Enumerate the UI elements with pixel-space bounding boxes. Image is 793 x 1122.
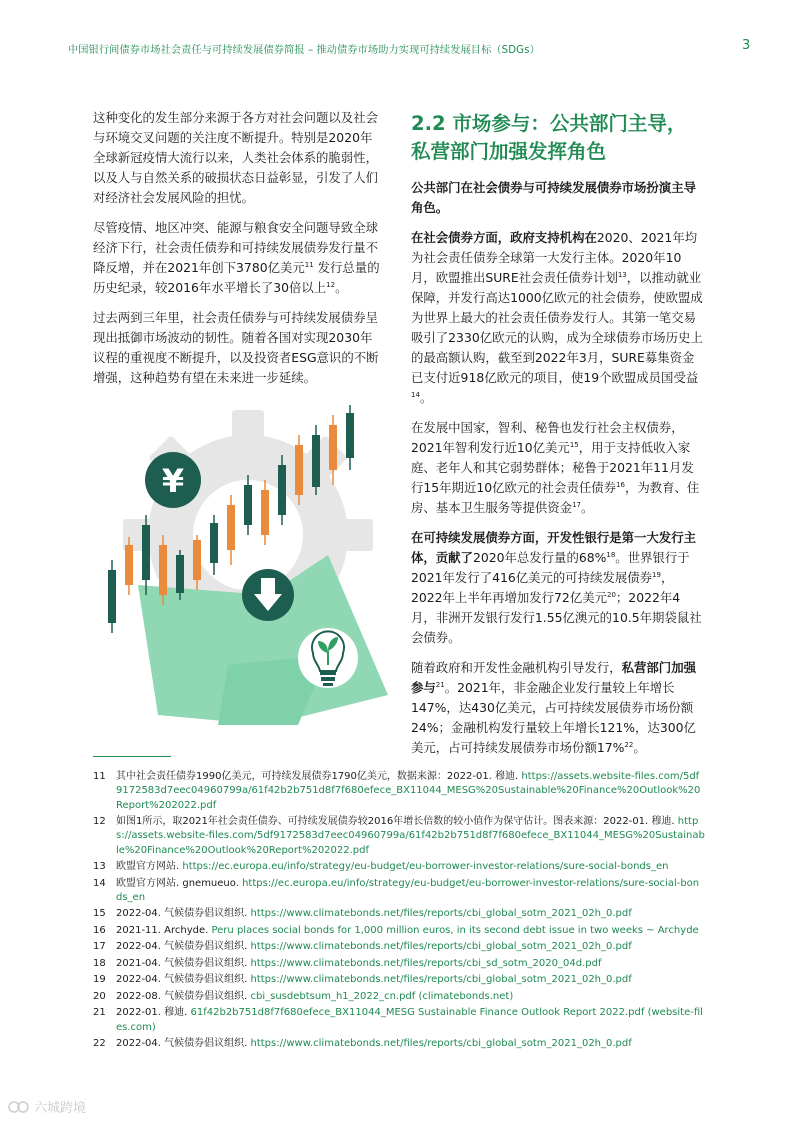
footnote-ref-13[interactable]: 13 bbox=[617, 271, 627, 279]
footnote-14: 14 欧盟官方网站. gnemueuo. https://ec.europa.eu/info/strategy/eu-budget/eu-borrower-investor-relations/sure-social-bonds_en bbox=[93, 877, 700, 903]
left-paragraph-1: 这种变化的发生部分来源于各方对社会问题以及社会与环境交叉问题的关注度不断提升。特别是2020年全球新冠疫情大流行以来，人类社会体系的脆弱性，以及人与自然关系的破损状态日益彰显，引发了人们对经济社会发展风险的担忧。 bbox=[93, 110, 378, 205]
footnote-link[interactable]: https://assets.website-files.com/5df9172583d7eec04960799a/61f42b2b751d8f7f680efece_BX11044_MESG%20Sustainable%20Finance%20Outlook%20Report%202022.pdf bbox=[116, 816, 705, 856]
footnote-link[interactable]: https://www.climatebonds.net/files/reports/cbi_global_sotm_2021_02h_0.pdf bbox=[250, 974, 632, 986]
footnote-divider bbox=[93, 756, 171, 757]
left-column bbox=[93, 108, 383, 398]
left-paragraph-2: 尽管疫情、地区冲突、能源与粮食安全问题导致全球经济下行，社会责任债券和可持续发展债券发行量不降反增，并在2021年创下3780亿美元$^{11}$ 发行总量的历史纪录，较2016年水平增长了30倍以上$^{12}$。 bbox=[93, 220, 380, 295]
footnote-link[interactable]: https://ec.europa.eu/info/strategy/eu-budget/eu-borrower-investor-relations/sure-social-bonds_en bbox=[182, 861, 669, 873]
footnote-22: 22 2022-04. 气候债券倡议组织. https://www.climatebonds.net/files/reports/cbi_global_sotm_2021_02h_0.pdf bbox=[93, 1038, 632, 1050]
watermark bbox=[8, 1097, 86, 1116]
footnote-link[interactable]: cbi_susdebtsum_h1_2022_cn.pdf (climatebonds.net) bbox=[250, 990, 514, 1002]
footnote-ref-19[interactable]: 19 bbox=[652, 571, 661, 579]
page-number: 3 bbox=[742, 38, 751, 53]
running-header: 中国银行间债券市场社会责任与可持续发展债券简报 – 推动债券市场助力实现可持续发展目标（SDGs） bbox=[68, 45, 540, 56]
footnote-ref-16[interactable]: 16 bbox=[616, 481, 625, 489]
down-arrow-icon bbox=[242, 569, 294, 621]
footnote-ref-11[interactable]: 11 bbox=[304, 261, 314, 269]
right-paragraph-4: 随着政府和开发性金融机构引导发行，私营部门加强参与$^{21}$。2021年，非金融企业发行量较上年增长147%，达430亿美元，占可持续发展债券市场份额24%；金融机构发行量较上年增长121%，达300亿美元，占可持续发展债券市场份额17%$^{22}$。 bbox=[411, 660, 696, 755]
footnote-ref-14[interactable]: 14 bbox=[411, 391, 420, 399]
footnote-15: 15 2022-04. 气候债券倡议组织. https://www.climatebonds.net/files/reports/cbi_global_sotm_2021_02h_0.pdf bbox=[93, 908, 632, 920]
footnote-ref-20[interactable]: 20 bbox=[607, 591, 616, 599]
footnote-link[interactable]: https://www.climatebonds.net/files/reports/cbi_sd_sotm_2020_04d.pdf bbox=[250, 957, 602, 969]
footnote-link[interactable]: https://www.climatebonds.net/files/reports/cbi_global_sotm_2021_02h_0.pdf bbox=[250, 908, 632, 920]
right-paragraph-2: 在发展中国家，智利、秘鲁也发行社会主权债券，2021年智利发行近10亿美元$^{15}$，用于支持低收入家庭、老年人和其它弱势群体；秘鲁于2021年11月发行15年期近10亿欧元的社会责任债券$^{16}$，为教育、住房、基本卫生服务等提供资金$^{17}$。 bbox=[411, 420, 700, 515]
lightbulb-sprout-icon bbox=[298, 628, 358, 688]
footnote-link[interactable]: https://ec.europa.eu/info/strategy/eu-budget/eu-borrower-investor-relations/sure-social-bonds_en bbox=[116, 877, 700, 903]
footnote-ref-17[interactable]: 17 bbox=[572, 501, 581, 509]
watermark-text: 六城跨境 bbox=[34, 1101, 87, 1116]
section-title: 2.2 市场参与：公共部门主导，私营部门加强发挥角色 bbox=[411, 112, 687, 163]
right-column bbox=[411, 110, 703, 768]
right-paragraph-3: 在可持续发展债券方面，开发性银行是第一大发行主体，贡献了2020年总发行量的68%$^{18}$。世界银行于2021年发行了416亿美元的可持续发展债券$^{19}$，2022年上半年再增加发行72亿美元$^{20}$；2022年4月，非洲开发银行发行1.55亿澳元的10.5年期袋鼠社会债券。 bbox=[411, 530, 702, 645]
footnote-18: 18 2021-04. 气候债券倡议组织. https://www.climatebonds.net/files/reports/cbi_sd_sotm_2020_04d.pdf bbox=[93, 957, 602, 969]
finance-growth-illustration bbox=[98, 395, 398, 725]
footnote-20: 20 2022-08. 气候债券倡议组织. cbi_susdebtsum_h1_2022_cn.pdf (climatebonds.net) bbox=[93, 990, 514, 1002]
footnote-ref-21[interactable]: 21 bbox=[435, 681, 445, 689]
section-lead: 公共部门在社会债券与可持续发展债券市场扮演主导角色。 bbox=[411, 180, 696, 215]
footnote-11: 11 其中社会责任债券1990亿美元，可持续发展债券1790亿美元，数据来源：2022-01. 穆迪. https://assets.website-files.com/5df9172583d7eec04960799a/61f42b2b751d8f7f680efece_BX11044_MESG%20Sustainable%20Finance%20Outlook%20Report%202022.pdf bbox=[93, 771, 701, 811]
svg-text:¥: ¥ bbox=[161, 462, 185, 500]
footnote-link[interactable]: 61f42b2b751d8f7f680efece_BX11044_MESG Sustainable Finance Outlook Report 2022.pdf (website-files.com) bbox=[116, 1007, 703, 1033]
footnote-21: 21 2022-01. 穆迪. 61f42b2b751d8f7f680efece_BX11044_MESG Sustainable Finance Outlook Report 2022.pdf (website-files.com) bbox=[93, 1007, 703, 1033]
footnote-link[interactable]: Peru places social bonds for 1,000 million euros, in its second debt issue in two weeks ~ Archyde bbox=[211, 924, 699, 936]
left-paragraph-3: 过去两到三年里，社会责任债券与可持续发展债券呈现出抵御市场波动的韧性。随着各国对实现2030年议程的重视度不断提升，以及投资者ESG意识的不断增强，这种趋势有望在未来进一步延续。 bbox=[93, 310, 379, 385]
footnote-13: 13 欧盟官方网站. https://ec.europa.eu/info/strategy/eu-budget/eu-borrower-investor-relations/sure-social-bonds_en bbox=[93, 861, 669, 873]
footnote-19: 19 2022-04. 气候债券倡议组织. https://www.climatebonds.net/files/reports/cbi_global_sotm_2021_02h_0.pdf bbox=[93, 974, 632, 986]
footnote-12: 12 如图1所示，取2021年社会责任债券、可持续发展债券较2016年增长倍数的较小值作为保守估计。图表来源：2022-01. 穆迪. https://assets.website-files.com/5df9172583d7eec04960799a/61f42b2b751d8f7f680efece_BX11044_MESG%20Sustainable%20Finance%20Outlook%20Report%202022.pdf bbox=[93, 816, 705, 856]
watermark-logo-icon bbox=[8, 1100, 30, 1114]
footnote-16: 16 2021-11. Archyde. Peru places social bonds for 1,000 million euros, in its second debt issue in two weeks ~ Archyde bbox=[93, 924, 699, 936]
footnote-link[interactable]: https://www.climatebonds.net/files/reports/cbi_global_sotm_2021_02h_0.pdf bbox=[250, 1038, 632, 1050]
right-paragraph-1: 在社会债券方面，政府支持机构在2020、2021年均为社会责任债券全球第一大发行主体。2020年10月，欧盟推出SURE社会责任债券计划$^{13}$，以推动就业保障，并发行高达1000亿欧元的社会债券，使欧盟成为世界上最大的社会责任债券发行人。其第一笔交易吸引了2330亿欧元的认购，成为全球债券市场历史上的最高额认购，截至到2022年3月，SURE募集资金已支付近918亿欧元的项目，使19个欧盟成员国受益$^{14}$。 bbox=[411, 230, 703, 405]
footnote-link[interactable]: https://assets.website-files.com/5df9172583d7eec04960799a/61f42b2b751d8f7f680efece_BX11044_MESG%20Sustainable%20Finance%20Outlook%20Report%202022.pdf bbox=[116, 771, 701, 811]
footnote-ref-18[interactable]: 18 bbox=[606, 551, 616, 559]
footnote-ref-15[interactable]: 15 bbox=[569, 441, 579, 449]
yen-coin-icon bbox=[145, 452, 201, 508]
footnote-ref-22[interactable]: 22 bbox=[624, 741, 634, 749]
footnote-link[interactable]: https://www.climatebonds.net/files/reports/cbi_global_sotm_2021_02h_0.pdf bbox=[250, 941, 632, 953]
footnotes-list bbox=[93, 770, 705, 1054]
footnote-17: 17 2022-04. 气候债券倡议组织. https://www.climatebonds.net/files/reports/cbi_global_sotm_2021_02h_0.pdf bbox=[93, 941, 632, 953]
footnote-ref-12[interactable]: 12 bbox=[326, 281, 336, 289]
